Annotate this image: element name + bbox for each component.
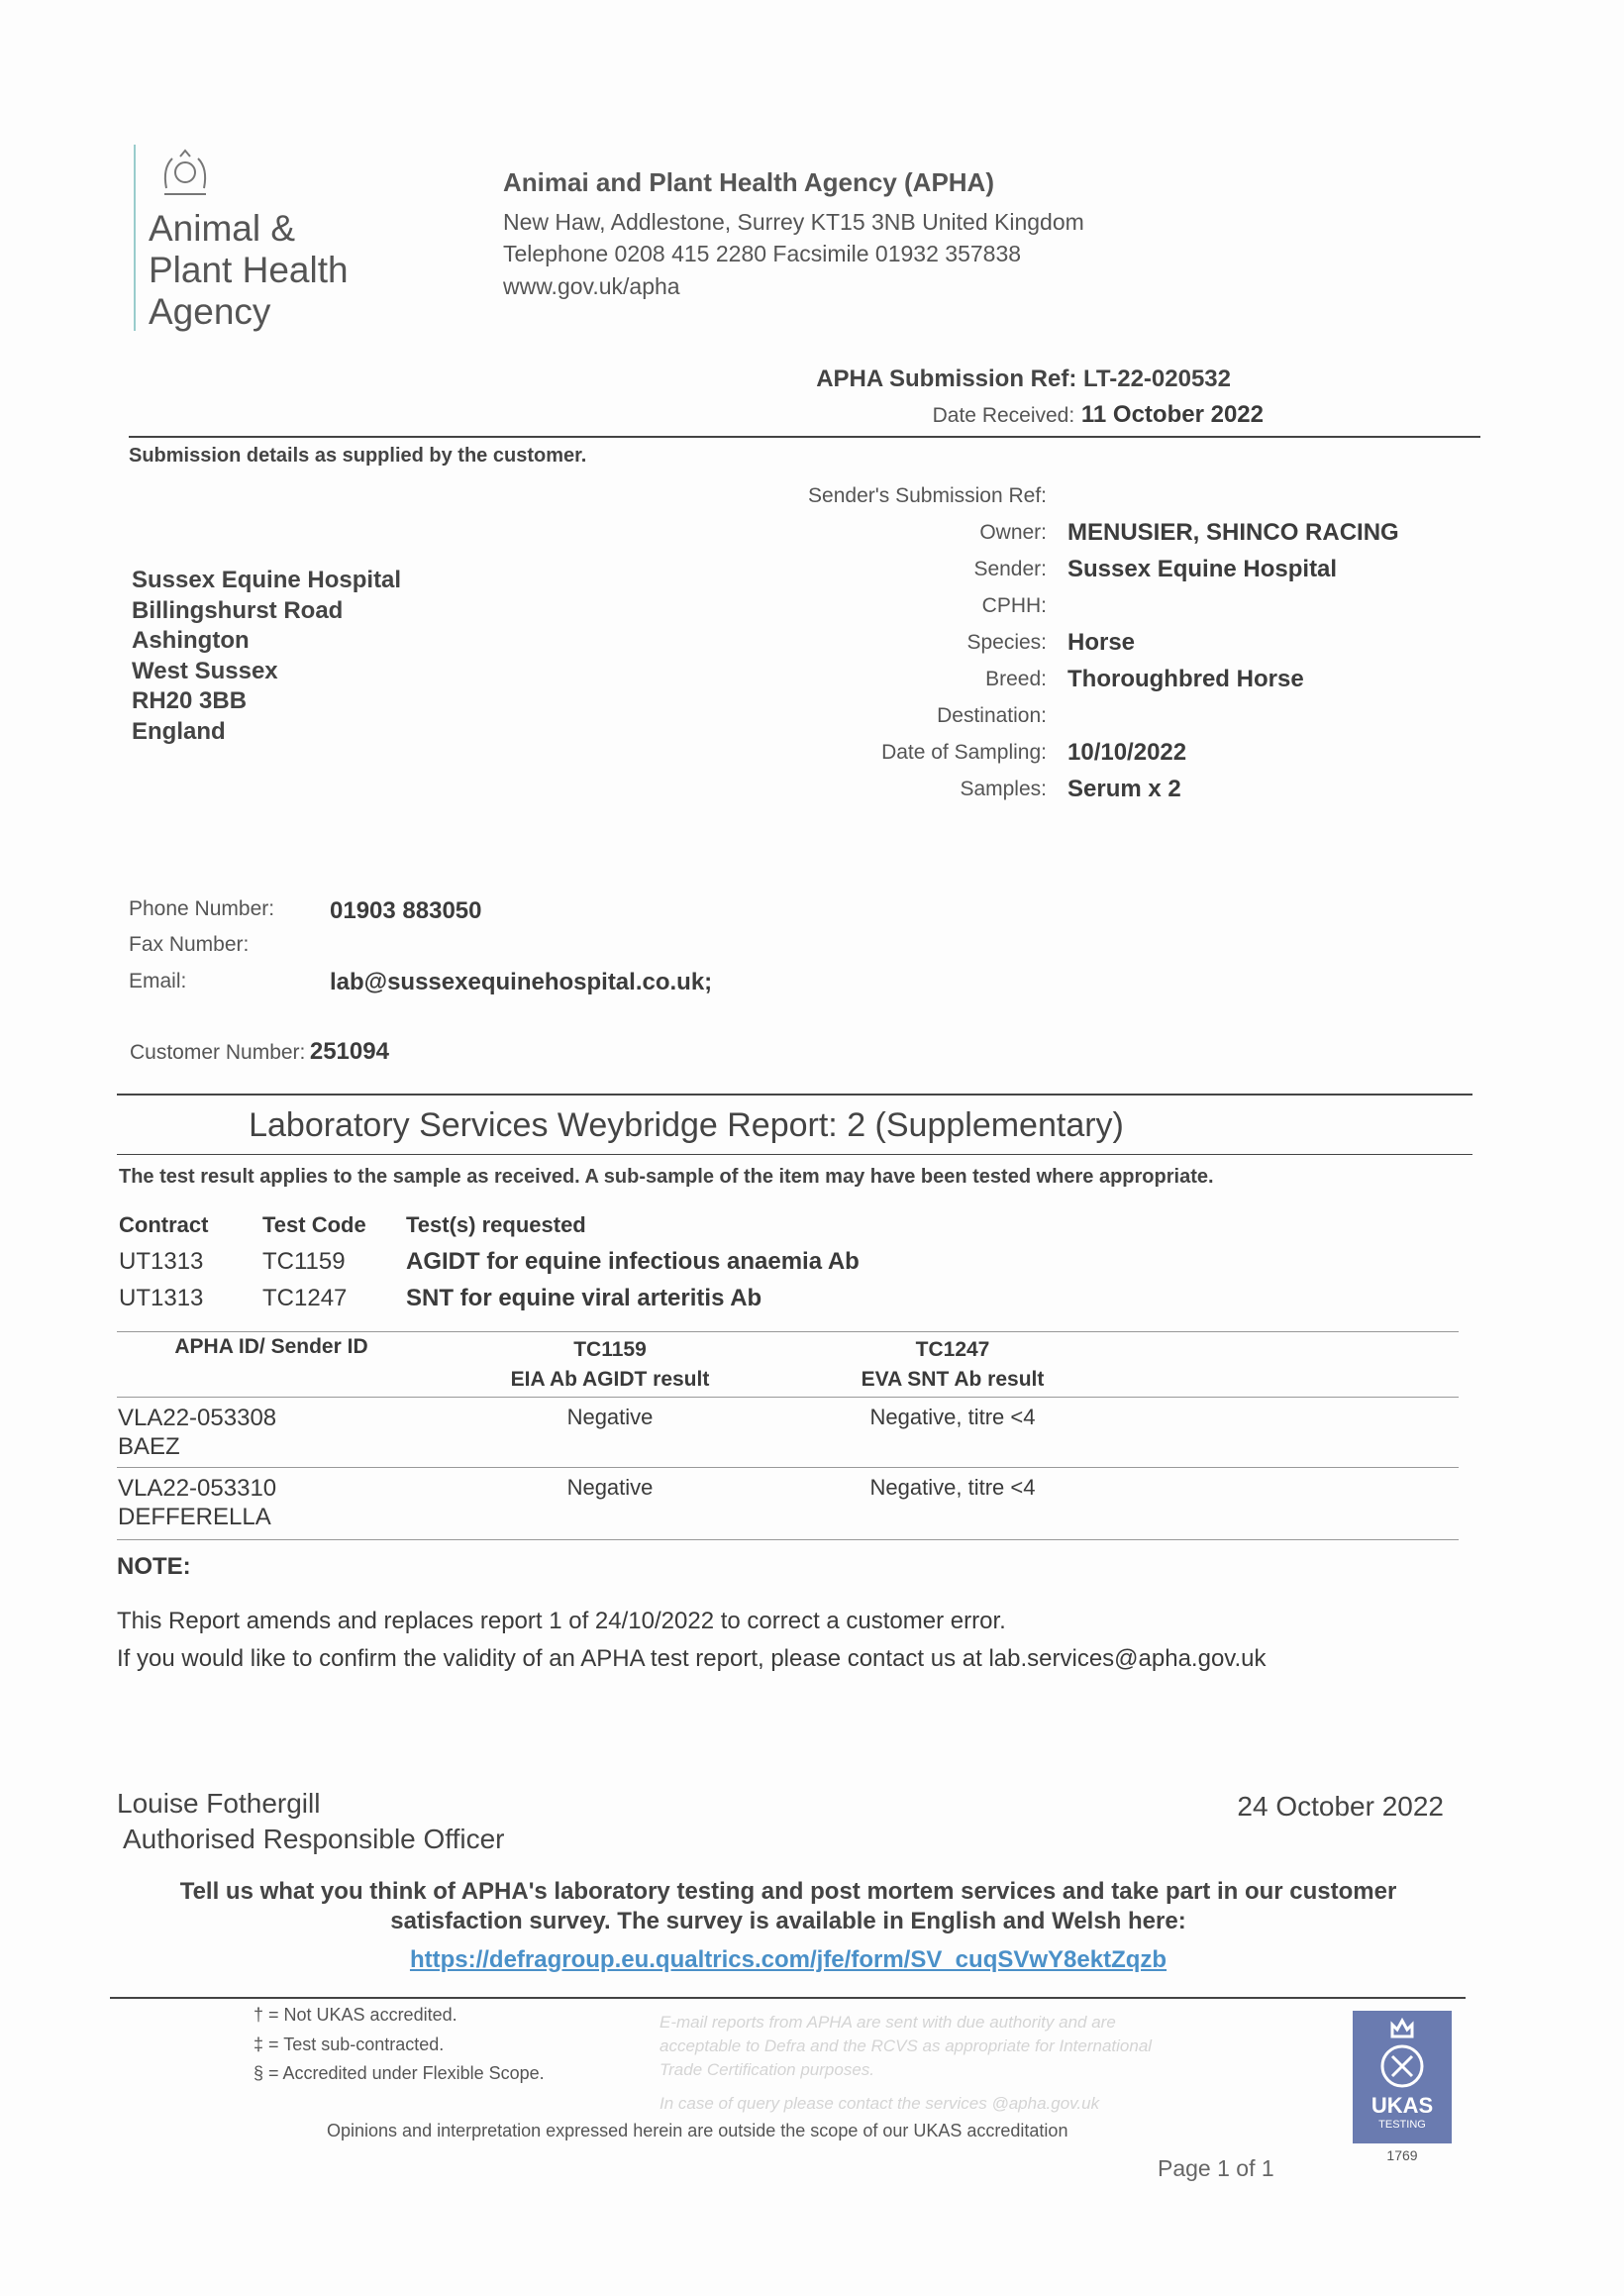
org-address: New Haw, Addlestone, Surrey KT15 3NB United Kingdom — [503, 209, 1084, 235]
result-eva: Negative, titre <4 — [869, 1405, 1036, 1429]
field-label: Samples: — [960, 778, 1047, 800]
divider — [117, 1539, 1459, 1540]
ukas-number: 1769 — [1386, 2147, 1418, 2163]
test-contract: UT1313 — [119, 1248, 204, 1275]
logo-line: Animal & — [149, 208, 296, 249]
signatory-role: Authorised Responsible Officer — [123, 1824, 505, 1854]
email-value: lab@sussexequinehospital.co.uk; — [330, 969, 713, 995]
ukas-crown-icon — [1372, 2015, 1432, 2094]
field-row — [651, 624, 1399, 661]
report-title: Laboratory Services Weybridge Report: 2 (Supplementary) — [249, 1106, 1124, 1144]
field-row — [651, 771, 1399, 807]
divider — [129, 436, 1480, 438]
results-header-id: APHA ID/ Sender ID — [174, 1335, 368, 1358]
org-telephone: Telephone 0208 415 2280 Facsimile 01932 357838 — [503, 241, 1022, 266]
test-contract: UT1313 — [119, 1285, 204, 1311]
divider — [117, 1154, 1472, 1155]
field-value: MENUSIER, SHINCO RACING — [1067, 519, 1399, 546]
field-label: Species: — [966, 631, 1047, 654]
test-requested: SNT for equine viral arteritis Ab — [406, 1285, 762, 1311]
result-eia: Negative — [566, 1405, 654, 1429]
logo-line: Plant Health — [149, 250, 349, 290]
submission-ref — [816, 365, 1231, 393]
disclaimer-line: acceptable to Defra and the RCVS as appropriate for International — [660, 2036, 1153, 2055]
address-line: RH20 3BB — [132, 687, 248, 715]
footnote: § = Accredited under Flexible Scope. — [254, 2063, 545, 2083]
email-disclaimer — [660, 2011, 1152, 2116]
address-line: West Sussex — [132, 657, 278, 684]
field-row — [651, 661, 1399, 697]
field-row — [651, 477, 1399, 514]
disclaimer-line: Trade Certification purposes. — [660, 2060, 875, 2079]
opinions-note: Opinions and interpretation expressed herein are outside the scope of our UKAS accreditation — [327, 2121, 1068, 2140]
field-value: Thoroughbred Horse — [1067, 666, 1304, 692]
customer-address — [132, 566, 401, 748]
apha-id: VLA22-053308 — [118, 1405, 277, 1431]
results-header-eva — [804, 1335, 1101, 1395]
result-eva: Negative, titre <4 — [869, 1475, 1036, 1500]
test-requested: AGIDT for equine infectious anaemia Ab — [406, 1248, 860, 1275]
submission-fields — [651, 477, 1399, 807]
results-header-code: TC1159 — [573, 1338, 647, 1361]
phone-value: 01903 883050 — [330, 897, 482, 924]
address-line: Ashington — [132, 627, 250, 655]
org-website: www.gov.uk/apha — [503, 273, 680, 299]
ukas-text: UKAS — [1370, 2093, 1434, 2118]
submission-ref-label: APHA Submission Ref: — [816, 365, 1077, 392]
survey-text — [95, 1877, 1481, 1936]
field-row — [651, 734, 1399, 771]
disclaimer-line: In case of query please contact the services @apha.gov.uk — [660, 2094, 1100, 2113]
divider — [117, 1467, 1459, 1468]
divider — [117, 1331, 1459, 1332]
signatory-name: Louise Fothergill — [117, 1788, 321, 1819]
footnote: † = Not UKAS accredited. — [254, 2005, 457, 2025]
field-label: Owner: — [979, 521, 1047, 544]
results-header-desc: EIA Ab AGIDT result — [510, 1368, 710, 1391]
logo-line: Agency — [149, 291, 271, 332]
logo-divider — [134, 145, 136, 331]
field-value: Sussex Equine Hospital — [1067, 556, 1338, 582]
field-label: Sender: — [973, 558, 1047, 580]
royal-crest-icon — [154, 149, 216, 200]
customer-number-label: Customer Number: — [130, 1041, 306, 1064]
tests-header-contract: Contract — [119, 1212, 209, 1237]
org-name: Animai and Plant Health Agency (APHA) — [503, 167, 994, 197]
page-number: Page 1 of 1 — [1158, 2155, 1274, 2181]
footnotes — [254, 2001, 545, 2089]
report-date: 24 October 2022 — [1237, 1791, 1444, 1822]
field-row — [651, 551, 1399, 587]
logo-text — [149, 208, 349, 333]
field-label: Sender's Submission Ref: — [808, 484, 1047, 507]
email-label: Email: — [129, 970, 187, 992]
apha-id: VLA22-053310 — [118, 1475, 277, 1502]
ukas-logo — [1353, 2011, 1452, 2143]
survey-line: satisfaction survey. The survey is available in English and Welsh here: — [390, 1908, 1186, 1934]
divider — [110, 1997, 1466, 1999]
disclaimer-line: E-mail reports from APHA are sent with due authority and are — [660, 2013, 1116, 2032]
field-value: Serum x 2 — [1067, 776, 1181, 802]
customer-number — [130, 1038, 389, 1066]
note-line: If you would like to confirm the validity of an APHA test report, please contact us at lab.services@apha.gov.uk — [117, 1645, 1267, 1672]
field-label: Destination: — [937, 704, 1047, 727]
survey-link[interactable]: https://defragroup.eu.qualtrics.com/jfe/form/SV_cuqSVwY8ektZqzb — [409, 1946, 1167, 1973]
survey-line: Tell us what you think of APHA's laboratory testing and post mortem services and take part in our customer — [179, 1878, 1397, 1905]
field-value: Horse — [1067, 629, 1136, 656]
result-eia: Negative — [566, 1475, 654, 1500]
address-line: Billingshurst Road — [132, 596, 344, 624]
field-row — [651, 514, 1399, 551]
sender-id: BAEZ — [118, 1433, 180, 1460]
tests-header-requested: Test(s) requested — [406, 1212, 586, 1237]
details-heading: Submission details as supplied by the customer. — [129, 445, 587, 467]
sender-id: DEFFERELLA — [118, 1504, 271, 1530]
test-code: TC1247 — [262, 1285, 348, 1311]
note-line: This Report amends and replaces report 1 of 24/10/2022 to correct a customer error. — [117, 1608, 1006, 1634]
submission-ref-value: LT-22-020532 — [1083, 365, 1231, 392]
date-received — [933, 401, 1264, 429]
footnote: ‡ = Test sub-contracted. — [254, 2034, 445, 2054]
divider — [117, 1397, 1459, 1398]
result-id — [118, 1474, 276, 1531]
results-header-desc: EVA SNT Ab result — [861, 1368, 1045, 1391]
result-id — [118, 1404, 276, 1461]
fax-label: Fax Number: — [129, 933, 250, 956]
field-row — [651, 697, 1399, 734]
date-received-label: Date Received: — [932, 404, 1075, 427]
note-label: NOTE: — [117, 1553, 191, 1580]
test-code: TC1159 — [262, 1248, 346, 1275]
field-label: Date of Sampling: — [881, 741, 1047, 764]
field-value: 10/10/2022 — [1067, 739, 1187, 766]
customer-number-value: 251094 — [309, 1038, 389, 1065]
tests-header-code: Test Code — [262, 1212, 366, 1237]
results-header-code: TC1247 — [915, 1338, 990, 1361]
results-header-eia — [461, 1335, 759, 1395]
field-row — [651, 587, 1399, 624]
ukas-sub: TESTING — [1378, 2119, 1426, 2131]
field-label: CPHH: — [981, 594, 1047, 617]
report-statement: The test result applies to the sample as received. A sub-sample of the item may have been tested where appropriate. — [119, 1166, 1214, 1188]
divider — [117, 1094, 1472, 1096]
date-received-value: 11 October 2022 — [1080, 401, 1264, 428]
phone-label: Phone Number: — [129, 897, 275, 920]
field-label: Breed: — [985, 668, 1047, 690]
address-line: Sussex Equine Hospital — [132, 567, 402, 593]
address-line: England — [132, 717, 226, 745]
